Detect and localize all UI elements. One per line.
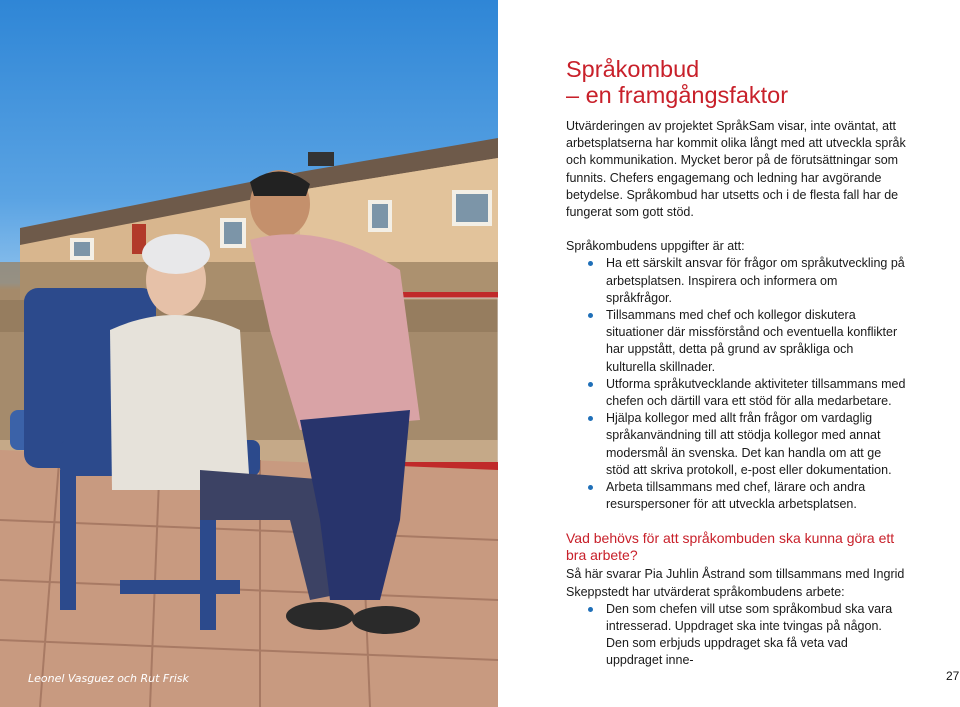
answers-list <box>566 601 906 670</box>
duty-item: Hjälpa kollegor med allt från frågor om vardaglig språkanvändning till att stödja kollegor med annat modersmål än svenska. Det kan handla om att ge stöd att skriva protokoll, e-post eller dokumentation. <box>566 410 906 479</box>
bullet-icon <box>588 382 593 387</box>
duty-item: Arbeta tillsammans med chef, lärare och andra resurspersoner för att utveckla arbetsplatsen. <box>566 479 906 513</box>
bullet-icon <box>588 313 593 318</box>
answer-item: Den som chefen vill utse som språkombud ska vara intresserad. Uppdraget ska inte tvingas på någon. Den som erbjuds uppdraget ska få veta vad uppdraget inne- <box>566 601 906 670</box>
photo-caption: Leonel Vasguez och Rut Frisk <box>28 672 189 685</box>
duty-item: Tillsammans med chef och kollegor diskutera situationer där missförstånd och eventuella konflikter har uppstått, detta på grund av språkliga och kulturella skillnader. <box>566 307 906 376</box>
intro-paragraph: Utvärderingen av projektet SpråkSam visar, inte oväntat, att arbetsplatserna har kommit olika långt med att utveckla språk och kommunikation. Mycket beror på de förutsättningar som funnits. Chefers engagemang och ledning har avgörande betydelse. Språkombud har utsetts och i de flesta fall har de fungerat som gott stöd. <box>566 119 906 220</box>
article-title <box>566 56 906 108</box>
duty-item: Utforma språkutvecklande aktiviteter tillsammans med chefen och därtill vara ett stöd för alla medarbetare. <box>566 376 906 410</box>
question-heading: Vad behövs för att språkombuden ska kunna göra ett bra arbete? <box>566 530 895 564</box>
page-number: 27 <box>946 669 960 683</box>
duty-item: Ha ett särskilt ansvar för frågor om språkutveckling på arbetsplatsen. Inspirera och informera om språkfrågor. <box>566 255 906 307</box>
bullet-icon <box>588 261 593 266</box>
bullet-icon <box>588 607 593 612</box>
article-column <box>566 56 906 670</box>
title-line-1: Språkombud <box>566 56 700 82</box>
title-line-2: – en framgångsfaktor <box>566 82 789 108</box>
bullet-icon <box>588 416 593 421</box>
duties-list <box>566 255 906 513</box>
duties-intro: Språkombudens uppgifter är att: <box>566 239 745 254</box>
bullet-icon <box>588 485 593 490</box>
answer-intro: Så här svarar Pia Juhlin Åstrand som tillsammans med Ingrid Skeppstedt har utvärderat språkombudens arbete: <box>566 567 905 599</box>
